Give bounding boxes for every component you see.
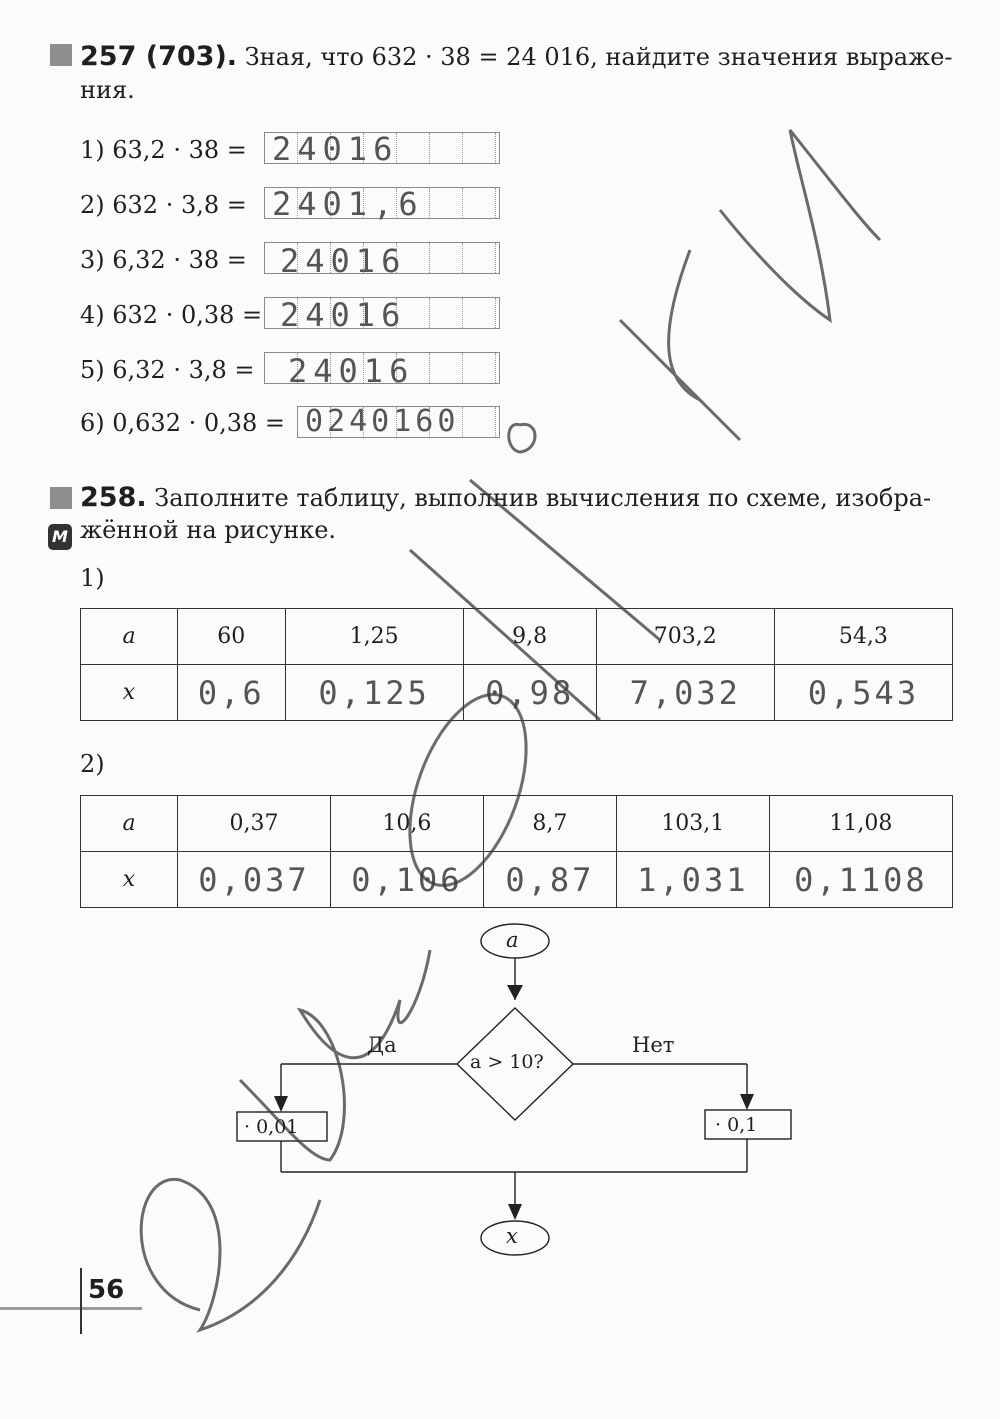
table-cell: 9,8: [463, 609, 596, 665]
ex257-item-2: 2) 632 · 3,8 =: [80, 191, 247, 219]
end-label: x: [506, 1224, 518, 1248]
no-op-label: · 0,1: [715, 1114, 758, 1136]
ex258-text-cont: жённой на рисунке.: [80, 516, 337, 544]
answer-3: 24016: [280, 242, 407, 280]
table-cell: 0,125: [285, 665, 463, 721]
yes-label: Да: [367, 1033, 397, 1057]
table-cell: 11,08: [769, 796, 952, 852]
row-label-x: x: [81, 852, 178, 908]
table-cell: 0,106: [330, 852, 483, 908]
table-cell: 0,1108: [769, 852, 952, 908]
ex258-text: Заполните таблицу, выполнив вычисления по схеме, изобра-: [154, 484, 932, 512]
part-1-label: 1): [80, 564, 105, 592]
answer-1: 24016: [272, 130, 399, 168]
handwriting-scribble: [141, 130, 880, 1330]
page-number-rule: [0, 1307, 142, 1310]
row-label-a: a: [81, 609, 178, 665]
page-number: 56: [88, 1275, 125, 1305]
page-number-bar: [80, 1268, 82, 1334]
row-label-a: a: [81, 796, 178, 852]
part-2-label: 2): [80, 750, 105, 778]
start-label: a: [506, 928, 519, 952]
table-cell: 703,2: [596, 609, 774, 665]
ex257-number: 257 (703).: [80, 41, 238, 72]
ex257-text-cont: ния.: [80, 76, 135, 104]
table-cell: 1,25: [285, 609, 463, 665]
answer-2: 2401,6: [272, 185, 424, 223]
answer-4: 24016: [280, 296, 407, 334]
table-cell: 1,031: [616, 852, 769, 908]
m-badge-icon: М: [48, 524, 72, 550]
table-cell: 0,98: [463, 665, 596, 721]
answer-6: 0240160: [305, 404, 460, 439]
ex258-number: 258.: [80, 482, 147, 513]
table-cell: 0,6: [178, 665, 286, 721]
ex257-item-1: 1) 63,2 · 38 =: [80, 136, 247, 164]
yes-op-label: · 0,01: [244, 1116, 299, 1138]
ex257-item-5: 5) 6,32 · 3,8 =: [80, 356, 255, 384]
table-cell: 0,543: [774, 665, 952, 721]
ex257-item-4: 4) 632 · 0,38 =: [80, 301, 263, 329]
ex257-text: Зная, что 632 · 38 = 24 016, найдите значения выраже-: [244, 43, 953, 71]
answer-5: 24016: [288, 352, 415, 390]
row-label-x: x: [81, 665, 178, 721]
table-cell: 10,6: [330, 796, 483, 852]
table-cell: 0,87: [483, 852, 616, 908]
ex257-item-3: 3) 6,32 · 38 =: [80, 246, 247, 274]
table-cell: 54,3: [774, 609, 952, 665]
table-cell: 0,37: [178, 796, 331, 852]
table-cell: 60: [178, 609, 286, 665]
table-cell: 103,1: [616, 796, 769, 852]
condition-label: a > 10?: [470, 1051, 544, 1073]
table-cell: 8,7: [483, 796, 616, 852]
table-cell: 0,037: [178, 852, 331, 908]
no-label: Нет: [632, 1033, 675, 1057]
ex257-item-6: 6) 0,632 · 0,38 =: [80, 409, 286, 437]
table-cell: 7,032: [596, 665, 774, 721]
